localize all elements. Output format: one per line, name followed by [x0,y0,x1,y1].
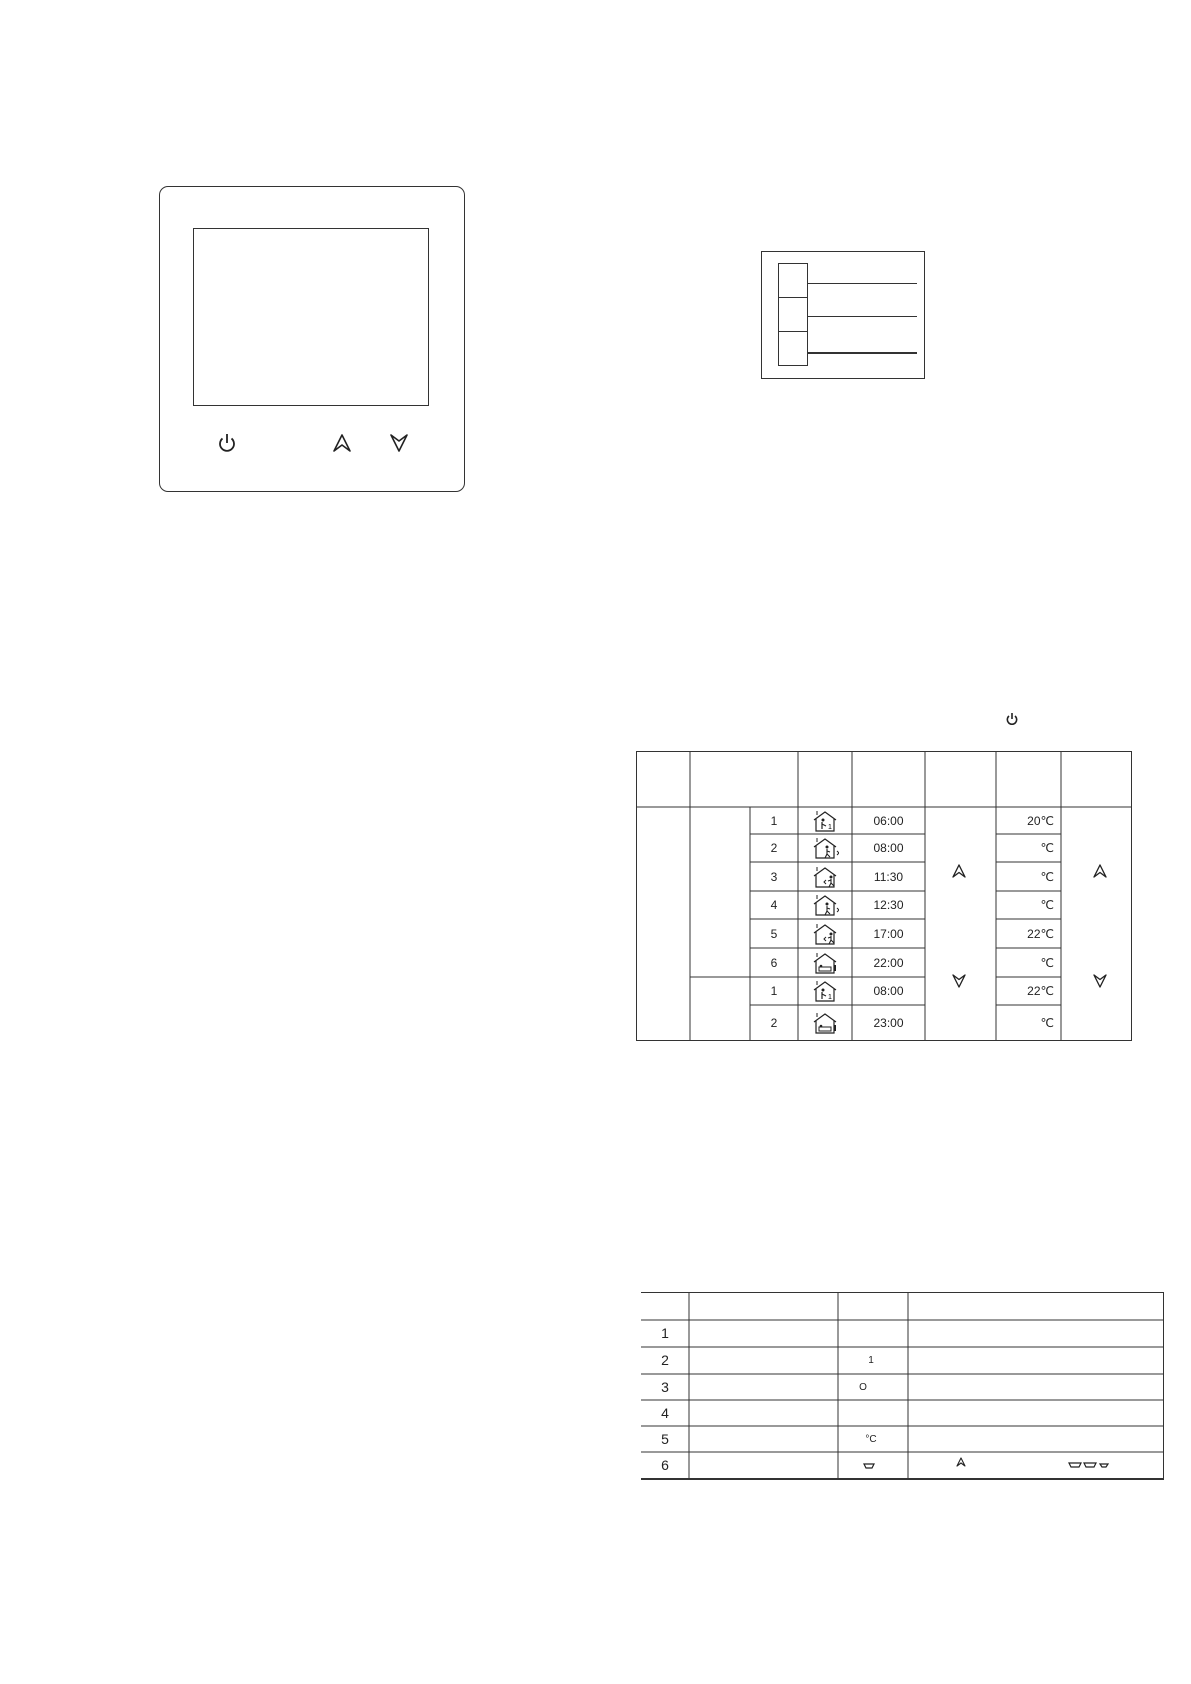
power-icon [1004,711,1020,727]
period-number: 3 [770,869,778,884]
display-legend-table [641,1292,1164,1482]
power-button[interactable] [215,431,239,455]
period-time: 08:00 [873,984,904,998]
thermostat-screen [193,228,429,406]
down-button[interactable] [387,431,411,455]
period-number: 2 [770,1016,778,1030]
temp-up-button[interactable] [1091,862,1109,880]
leave-house-icon [811,836,839,860]
down-arrow-icon [950,972,968,990]
period-temperature: 20℃ [1027,813,1054,828]
legend-row-number: 4 [661,1405,669,1421]
svg-text:1: 1 [828,824,832,831]
period-temperature: 22℃ [1027,984,1054,998]
legend-row-number: 3 [661,1379,669,1395]
wire-1 [808,283,917,284]
legend-table-grid [641,1292,1164,1482]
droplet-half-icon [863,1462,875,1470]
period-time: 08:00 [873,841,904,855]
wake-house-icon [811,809,839,833]
wire-3 [808,352,917,354]
return-house-icon [811,922,839,946]
up-arrow-icon [955,1456,967,1468]
period-time: 11:30 [873,869,904,884]
return-house-icon [811,865,839,889]
period-temperature: ℃ [1040,1016,1054,1030]
period-temperature: ℃ [1040,898,1054,912]
wake-house-icon [811,979,839,1003]
sleep-house-icon [811,951,839,975]
svg-text:1: 1 [828,994,832,1001]
power-icon [215,431,239,455]
period-number: 1 [770,813,778,828]
legend-symbol: O [859,1381,867,1393]
legend-row-number: 1 [661,1325,669,1341]
period-number: 4 [770,898,778,912]
period-number: 6 [770,955,778,970]
legend-symbol: 1 [868,1354,874,1366]
period-time: 23:00 [873,1016,904,1030]
period-time: 17:00 [873,926,904,941]
legend-row-number: 6 [661,1457,669,1473]
period-time: 06:00 [873,813,904,828]
legend-row-number: 5 [661,1431,669,1447]
legend-row-number: 2 [661,1352,669,1368]
period-temperature: ℃ [1040,869,1054,884]
period-number: 1 [770,984,778,998]
time-down-button[interactable] [950,972,968,990]
up-button[interactable] [330,431,354,455]
time-up-button[interactable] [950,862,968,880]
program-schedule-table [636,751,1132,1041]
period-number: 5 [770,926,778,941]
period-time: 12:30 [873,898,904,912]
down-arrow-icon [1091,972,1109,990]
up-arrow-icon [330,431,354,455]
wire-2 [808,316,917,317]
period-temperature: ℃ [1040,955,1054,970]
sleep-house-icon [811,1011,839,1035]
fan-speed-icons [1068,1460,1112,1470]
up-arrow-icon [950,862,968,880]
terminal-2 [778,297,808,332]
period-temperature: ℃ [1040,841,1054,855]
legend-symbol: °C [865,1433,877,1445]
down-arrow-icon [387,431,411,455]
period-temperature: 22℃ [1027,926,1054,941]
up-arrow-icon [1091,862,1109,880]
terminal-3 [778,331,808,366]
period-time: 22:00 [873,955,904,970]
terminal-1 [778,263,808,298]
period-number: 2 [770,841,778,855]
temp-down-button[interactable] [1091,972,1109,990]
leave-house-icon [811,893,839,917]
